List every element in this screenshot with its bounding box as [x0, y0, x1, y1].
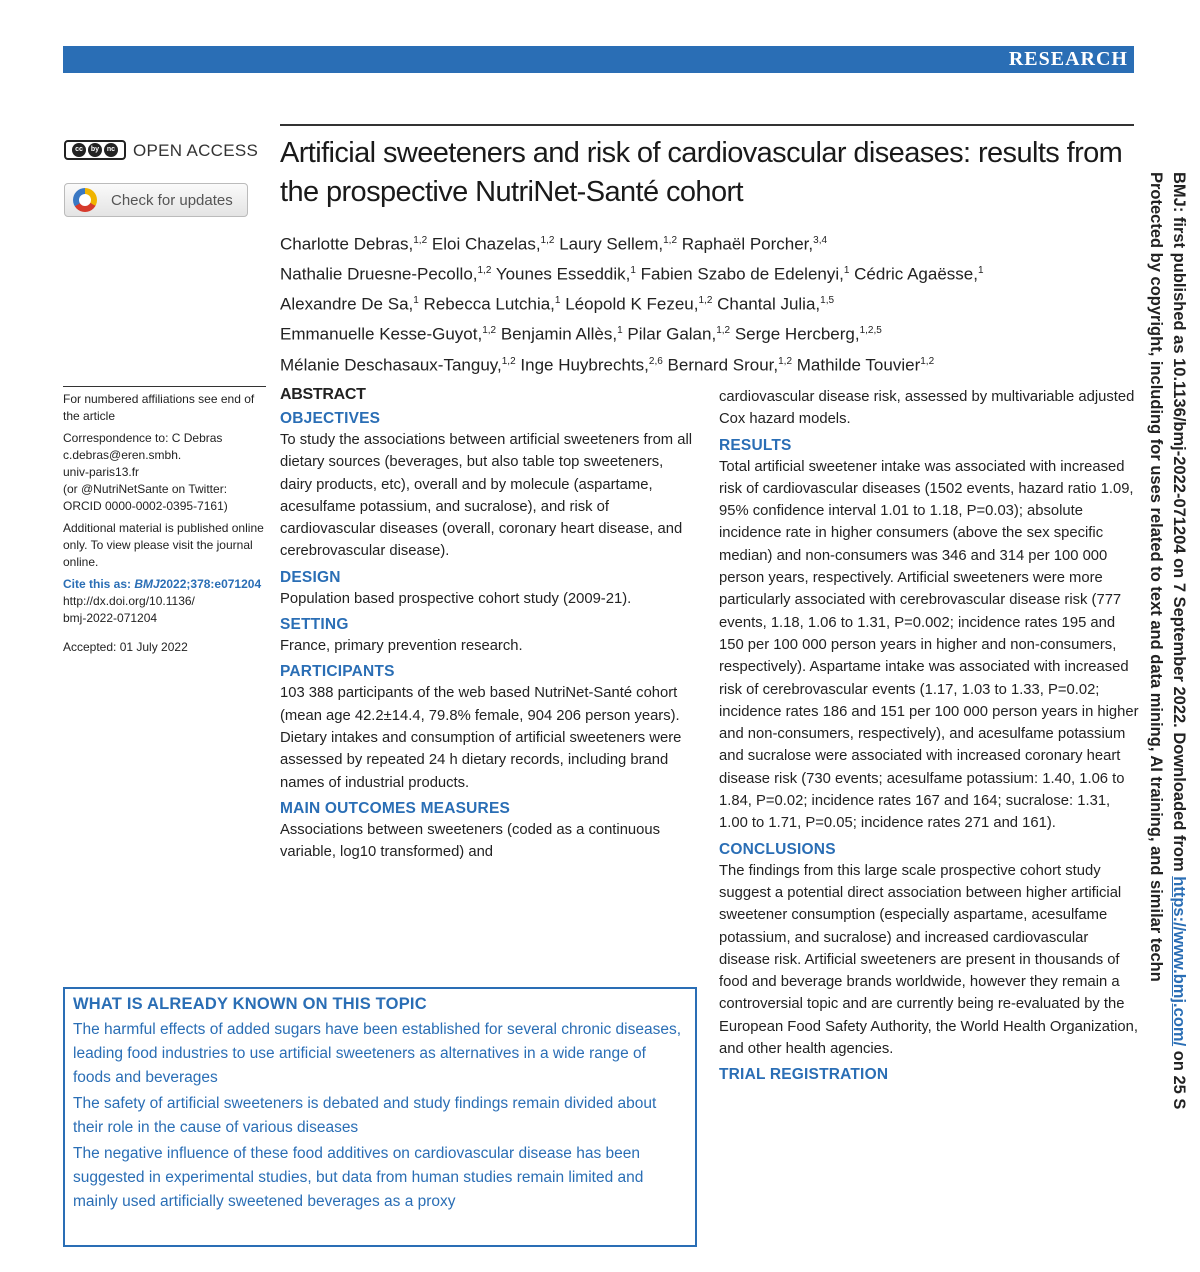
- author-affiliation: 1,2,5: [859, 325, 882, 337]
- article-title: Artificial sweeteners and risk of cardiovascular diseases: results from the prospective NutriNet-Santé cohort: [280, 137, 1123, 208]
- author-name: Chantal Julia,: [717, 294, 821, 314]
- email-link[interactable]: c.debras@eren.smbh.: [63, 448, 182, 462]
- correspondence: Correspondence to: C Debras c.debras@eren.smbh. univ-paris13.fr (or @NutriNetSante on Twitter: ORCID 0000-0002-0395-7161): [63, 431, 228, 513]
- setting-text: France, primary prevention research.: [280, 638, 523, 655]
- author-affiliation: 1,2: [716, 325, 731, 337]
- setting-heading: SETTING: [280, 616, 349, 634]
- author-affiliation: 1,2: [413, 235, 428, 246]
- author-name: Inge Huybrechts,: [520, 355, 649, 375]
- author-name: Eloi Chazelas,: [431, 234, 541, 254]
- outcomes-text: Associations between sweeteners (coded as a continuous variable, log10 transformed) and: [280, 821, 661, 861]
- design-heading: DESIGN: [280, 568, 341, 586]
- author-affiliation: 3,4: [813, 235, 828, 246]
- author-name: Emmanuelle Kesse-Guyot,: [280, 325, 483, 345]
- check-for-updates-button[interactable]: [64, 183, 248, 217]
- author-affiliation: 1: [617, 325, 623, 337]
- section-banner: [63, 46, 1134, 73]
- author-affiliation: 1,2: [540, 235, 555, 246]
- author-affiliation: 1,2: [482, 325, 497, 337]
- crossmark-icon: [73, 188, 97, 212]
- section-label: RESEARCH: [1008, 48, 1128, 70]
- author-name: Léopold K Fezeu,: [565, 294, 699, 314]
- author-affiliation: 2,6: [648, 355, 663, 367]
- results-text: Total artificial sweetener intake was associated with increased risk of cardiovascular diseases (1502 events, hazard ratio 1.09, 95% confidence interval 1.01 to 1.18, P=0.03); absolute incidence rate in higher consumers (above the sex specific median) and non-consumers was 346 and 314 per 100 000 person years, respectively. Artificial sweeteners were more particularly associated with cerebrovascular disease risk (777 events, 1.18, 1.06 to 1.31, P=0.002; incidence rates 195 and 150 per 100 000 person years in higher and non-consumers, respectively). Aspartame intake was associated with increased risk of cerebrovascular events (1.17, 1.03 to 1.33, P=0.02; incidence rates 186 and 151 per 100 000 person years in higher and non-consumers, respectively), and acesulfame potassium and sucralose were associated with increased coronary heart disease risk (730 events; acesulfame potassium: 1.40, 1.06 to 1.84, P=0.02; incidence rates 167 and 164; sucralose: 1.31, 1.00 to 1.71, P=0.05; incidence rates 271 and 161).: [719, 458, 1139, 832]
- author-affiliation: 1,2: [501, 355, 516, 367]
- conclusions-heading: CONCLUSIONS: [719, 840, 836, 858]
- author-name: Mélanie Deschasaux-Tanguy,: [280, 355, 502, 375]
- author-affiliation: 1,2: [920, 355, 935, 367]
- author-name: Younes Esseddik,: [495, 264, 631, 284]
- participants-text: 103 388 participants of the web based NutriNet-Santé cohort (mean age 42.2±14.4, 79.8% female, 904 206 person years). Dietary intakes and consumption of artificial sweeteners were assessed by repeated 24 h dietary records, including brand names of industrial products.: [280, 685, 682, 791]
- author-name: Fabien Szabo de Edelenyi,: [640, 264, 844, 284]
- abstract-heading: ABSTRACT: [280, 386, 366, 403]
- author-name: Nathalie Druesne-Pecollo,: [280, 264, 478, 284]
- author-affiliation: 1,2: [698, 295, 713, 307]
- known-item: The harmful effects of added sugars have been established for several chronic diseases, leading food industries to use artificial sweeteners as alternatives in a wide range of foods and beverages: [73, 1021, 682, 1086]
- article-info-sidebar: [63, 386, 266, 661]
- copyright-line: Protected by copyright, including for uses related to text and data mining, AI training, and similar techn: [1147, 172, 1165, 982]
- author-name: Raphaël Porcher,: [681, 234, 814, 254]
- additional-material-note: Additional material is published online only. To view please visit the journal online.: [63, 521, 264, 569]
- author-affiliation: 1: [843, 265, 850, 277]
- first-published-line: BMJ: first published as 10.1136/bmj-2022-071204 on 7 September 2022. Downloaded from https://www.bmj.com/ on 25 S: [1170, 172, 1188, 1110]
- author-name: Mathilde Touvier: [796, 355, 921, 375]
- author-list: [280, 228, 1140, 379]
- orcid-link[interactable]: ORCID 0000-0002-0395-7161): [63, 499, 228, 513]
- design-text: Population based prospective cohort study (2009-21).: [280, 590, 632, 607]
- outcomes-heading: MAIN OUTCOMES MEASURES: [280, 799, 511, 817]
- author-affiliation: 1,2: [778, 355, 793, 367]
- creative-commons-icon: cc by nc: [64, 140, 126, 160]
- accepted-date: Accepted: 01 July 2022: [63, 640, 188, 654]
- author-affiliation: 1: [554, 295, 561, 307]
- open-access-label: OPEN ACCESS: [133, 141, 259, 160]
- outcomes-text-continued: cardiovascular disease risk, assessed by multivariable adjusted Cox hazard models.: [719, 389, 1135, 428]
- known-item: The negative influence of these food additives on cardiovascular disease has been suggested in experimental studies, but data from human studies remain limited and mainly used artificially sweetened beverages as a proxy: [73, 1145, 644, 1210]
- affiliations-note: For numbered affiliations see end of the article: [63, 392, 255, 423]
- results-heading: RESULTS: [719, 436, 792, 454]
- check-for-updates-label: Check for updates: [111, 191, 233, 209]
- what-is-known-box: [63, 987, 697, 1247]
- author-name: Bernard Srour,: [667, 355, 779, 375]
- objectives-text: To study the associations between artificial sweeteners from all dietary sources (beverages, but also table top sweeteners, dairy products, etc), overall and by molecule (aspartame, acesulfame potassium, and sucralose), and risk of cardiovascular diseases (overall, coronary heart disease, and cerebrovascular disease).: [280, 432, 693, 560]
- bmj-link[interactable]: https://www.bmj.com/: [1170, 876, 1188, 1047]
- known-item: The safety of artificial sweeteners is debated and study findings remain divided about their role in the cause of various diseases: [73, 1095, 657, 1136]
- author-affiliation: 1,2: [477, 265, 492, 277]
- title-divider: [280, 124, 1134, 126]
- objectives-heading: OBJECTIVES: [280, 410, 381, 427]
- author-name: Serge Hercberg,: [734, 325, 860, 345]
- author-name: Pilar Galan,: [627, 325, 717, 345]
- doi-link[interactable]: http://dx.doi.org/10.1136/ bmj-2022-071204: [63, 594, 195, 625]
- author-affiliation: 1: [413, 295, 419, 307]
- author-name: Laury Sellem,: [559, 234, 664, 254]
- conclusions-text: The findings from this large scale prospective cohort study suggest a potential direct association between higher artificial sweetener consumption (especially aspartame, acesulfame potassium, and sucralose) and increased cardiovascular disease risk. Artificial sweeteners are present in thousands of food and beverage brands worldwide, however they remain a controversial topic and are currently being re-evaluated by the European Food Safety Authority, the World Health Organization, and other health agencies.: [719, 862, 1138, 1058]
- author-affiliation: 1,5: [820, 295, 835, 307]
- copyright-side-notice: [1140, 172, 1190, 1272]
- author-name: Charlotte Debras,: [280, 234, 414, 254]
- abstract-right-column: [719, 386, 1139, 1085]
- author-name: Alexandre De Sa,: [280, 294, 414, 314]
- author-affiliation: 1: [977, 265, 984, 277]
- what-is-known-heading: WHAT IS ALREADY KNOWN ON THIS TOPIC: [73, 995, 427, 1013]
- author-name: Cédric Agaësse,: [854, 264, 978, 284]
- citation: Cite this as: BMJ2022;378:e071204: [63, 577, 262, 591]
- trial-registration-heading: TRIAL REGISTRATION: [719, 1066, 889, 1084]
- author-affiliation: 1,2: [663, 235, 678, 246]
- participants-heading: PARTICIPANTS: [280, 663, 395, 681]
- author-name: Rebecca Lutchia,: [423, 294, 555, 314]
- abstract-left-column: [280, 386, 695, 863]
- author-name: Benjamin Allès,: [500, 325, 618, 345]
- author-affiliation: 1: [630, 265, 636, 277]
